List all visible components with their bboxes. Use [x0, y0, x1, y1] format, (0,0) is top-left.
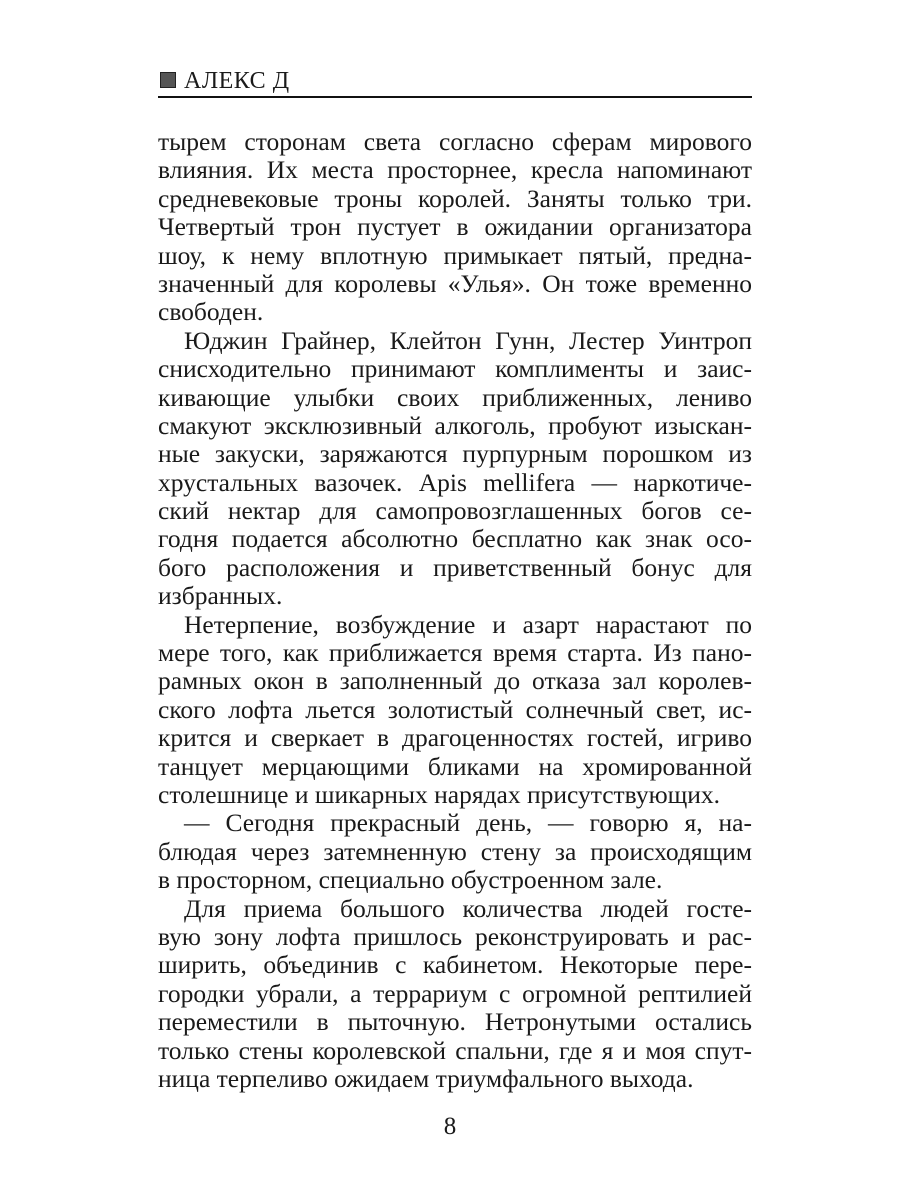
text-line: хрустальных вазочек. Apis mellifera — наркотиче-	[158, 467, 752, 497]
header-square-icon	[160, 72, 176, 88]
text-line: рамных окон в заполненный до отказа зал королев-	[158, 666, 752, 696]
text-line: крится и сверкает в драгоценностях гостей, игриво	[158, 723, 752, 753]
text-line: ширить, объединив с кабинетом. Некоторые пере-	[158, 950, 752, 980]
text-line: — Сегодня прекрасный день, — говорю я, на-	[184, 808, 752, 838]
page-number: 8	[443, 1113, 457, 1140]
text-line: только стены королевской спальни, где я и моя спут-	[158, 1035, 752, 1065]
paragraph	[158, 611, 752, 810]
text-line: Юджин Грайнер, Клейтон Гунн, Лестер Уинтроп	[184, 325, 752, 355]
text-line: блюдая через затемненную стену за происходящим	[158, 836, 752, 866]
text-line: в просторном, специально обустроенном зале.	[158, 865, 663, 895]
text-line: годня подается абсолютно бесплатно как знак осо-	[158, 524, 752, 554]
text-line: городки убрали, а террариум с огромной рептилией	[158, 978, 752, 1008]
text-line: ница терпеливо ожидаем триумфального выхода.	[158, 1063, 694, 1093]
text-line: кивающие улыбки своих приближенных, лениво	[158, 382, 752, 412]
text-line: шоу, к нему вплотную примыкает пятый, предна-	[158, 240, 752, 270]
text-line: танцует мерцающими бликами на хромированной	[158, 751, 752, 781]
text-line: свободен.	[158, 297, 264, 327]
text-line: Четвертый трон пустует в ожидании организатора	[158, 212, 752, 242]
text-line: тырем сторонам света согласно сферам мирового	[158, 127, 752, 156]
text-line: избранных.	[158, 581, 283, 611]
text-line: бого расположения и приветственный бонус для	[158, 552, 752, 582]
text-line: смакуют эксклюзивный алкоголь, пробуют изыскан-	[158, 410, 752, 440]
paragraph	[158, 895, 752, 1094]
text-line: Для приема большого количества людей госте-	[184, 893, 752, 923]
text-line: средневековые троны королей. Заняты только три.	[158, 183, 752, 213]
text-line: столешнице и шикарных нарядах присутствующих.	[158, 779, 721, 809]
paragraph	[158, 128, 752, 327]
text-line: переместили в пыточную. Нетронутыми остались	[158, 1007, 752, 1037]
text-line: мере того, как приближается время старта. Из пано-	[158, 638, 752, 668]
running-header	[158, 66, 752, 98]
text-line: влияния. Их места просторнее, кресла напоминают	[158, 155, 752, 185]
text-line: вую зону лофта пришлось реконструировать и рас-	[158, 921, 752, 951]
paragraph	[158, 809, 752, 894]
text-line: ные закуски, заряжаются пурпурным порошком из	[158, 439, 752, 469]
text-line: значенный для королевы «Улья». Он тоже временно	[158, 268, 752, 298]
header-author-name: АЛЕКС Д	[184, 68, 290, 94]
text-line: ский нектар для самопровозглашенных богов се-	[158, 496, 752, 526]
page-body-text	[158, 128, 752, 1093]
text-line: ского лофта льется золотистый солнечный свет, ис-	[158, 694, 752, 724]
text-line: Нетерпение, возбуждение и азарт нарастают по	[184, 609, 752, 639]
text-line: снисходительно принимают комплименты и заис-	[158, 354, 752, 384]
paragraph	[158, 327, 752, 611]
